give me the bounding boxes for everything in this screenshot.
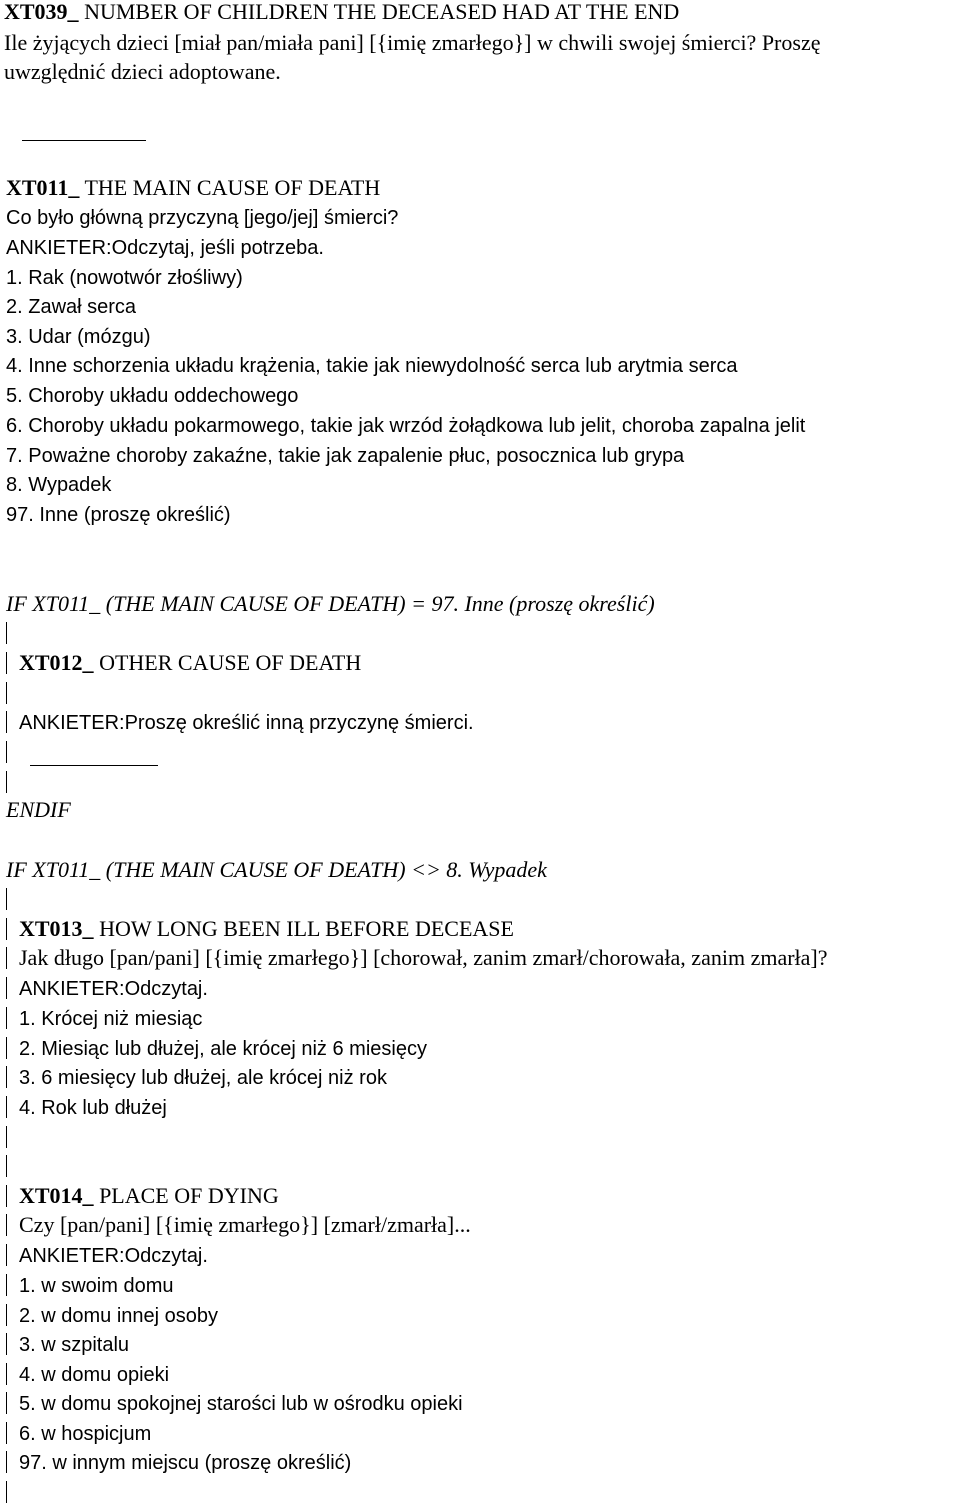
routing-bar xyxy=(6,1185,7,1207)
routing-bar-row xyxy=(6,620,19,646)
routing-bar xyxy=(6,1126,7,1148)
routing-bar xyxy=(6,1481,7,1503)
xt012-code: XT012_ xyxy=(19,650,94,675)
xt011-option: 8. Wypadek xyxy=(6,474,112,496)
xt012-title: OTHER CAUSE OF DEATH xyxy=(99,650,362,675)
xt011-question: Co było główną przyczyną [jego/jej] śmierci? xyxy=(6,207,399,229)
xt014-option: 3. w szpitalu xyxy=(19,1334,130,1356)
routing-bar-row xyxy=(6,1153,19,1179)
xt013-option: 3. 6 miesięcy lub dłużej, ale krócej niż rok xyxy=(19,1067,387,1089)
routing-bar xyxy=(6,888,7,910)
routing-bar xyxy=(6,1096,7,1118)
xt014-option: 5. w domu spokojnej starości lub w ośrodku opieki xyxy=(19,1393,463,1415)
routing-bar xyxy=(6,1244,7,1266)
xt014-option: 1. w swoim domu xyxy=(19,1275,174,1297)
xt011-option: 5. Choroby układu oddechowego xyxy=(6,385,299,407)
xt011-option: 3. Udar (mózgu) xyxy=(6,326,151,348)
xt013-instruction: ANKIETER:Odczytaj. xyxy=(19,978,208,1000)
xt014-option-row xyxy=(6,1331,129,1358)
routing-bar xyxy=(6,918,7,940)
routing-bar xyxy=(6,1214,7,1236)
routing-bar-row xyxy=(6,886,19,912)
xt014-title: PLACE OF DYING xyxy=(99,1183,279,1208)
xt014-option-row xyxy=(6,1272,174,1299)
xt013-header xyxy=(6,916,514,942)
xt039-header xyxy=(4,0,679,25)
xt011-option: 4. Inne schorzenia układu krążenia, takie jak niewydolność serca lub arytmia serca xyxy=(6,355,738,377)
xt014-option-row xyxy=(6,1420,151,1447)
routing-bar xyxy=(6,1304,7,1326)
xt013-instruction-row xyxy=(6,975,208,1002)
xt012-instruction: ANKIETER:Proszę określić inną przyczynę śmierci. xyxy=(19,712,474,734)
routing-bar xyxy=(6,682,7,704)
xt014-option-row xyxy=(6,1449,351,1476)
xt014-code: XT014_ xyxy=(19,1183,94,1208)
xt011-option: 7. Poważne choroby zakaźne, takie jak zapalenie płuc, posocznica lub grypa xyxy=(6,445,685,467)
routing-bar xyxy=(6,771,7,793)
routing-bar xyxy=(6,1155,7,1177)
xt014-header xyxy=(6,1183,279,1209)
xt013-option: 4. Rok lub dłużej xyxy=(19,1097,167,1119)
xt013-question: Jak długo [pan/pani] [{imię zmarłego}] [chorował, zanim zmarł/chorowała, zanim zmarła]? xyxy=(19,945,828,970)
routing-bar xyxy=(6,652,7,674)
routing-bar xyxy=(6,711,7,733)
xt012-header xyxy=(6,650,361,676)
xt013-option-row xyxy=(6,1094,167,1121)
xt014-option: 2. w domu innej osoby xyxy=(19,1305,219,1327)
routing-bar xyxy=(6,1007,7,1029)
xt014-instruction: ANKIETER:Odczytaj. xyxy=(19,1245,208,1267)
routing-bar-row xyxy=(6,1479,19,1505)
routing-bar-row xyxy=(6,680,19,706)
xt013-code: XT013_ xyxy=(19,916,94,941)
xt039-answer-blank xyxy=(22,140,146,141)
routing-bar xyxy=(6,1274,7,1296)
xt014-option-row xyxy=(6,1302,218,1329)
xt014-option: 4. w domu opieki xyxy=(19,1364,170,1386)
xt013-option-row xyxy=(6,1005,202,1032)
xt013-title: HOW LONG BEEN ILL BEFORE DECEASE xyxy=(99,916,514,941)
routing-bar-row xyxy=(6,739,19,765)
routing-bar xyxy=(6,1422,7,1444)
xt011-instruction: ANKIETER:Odczytaj, jeśli potrzeba. xyxy=(6,237,324,259)
xt012-instruction-row xyxy=(6,709,474,736)
xt014-question-row xyxy=(6,1212,471,1238)
xt014-option-row xyxy=(6,1390,463,1417)
xt039-code: XT039_ xyxy=(4,0,79,24)
routing-bar xyxy=(6,1333,7,1355)
condition-endif: ENDIF xyxy=(6,797,71,822)
routing-bar xyxy=(6,741,7,763)
xt039-title: NUMBER OF CHILDREN THE DECEASED HAD AT THE END xyxy=(84,0,680,24)
xt014-question: Czy [pan/pani] [{imię zmarłego}] [zmarł/zmarła]... xyxy=(19,1212,471,1237)
xt011-header xyxy=(6,175,380,201)
routing-bar xyxy=(6,1066,7,1088)
xt013-option-row xyxy=(6,1035,427,1062)
xt011-title: THE MAIN CAUSE OF DEATH xyxy=(84,175,381,200)
xt039-question-line2: uwzględnić dzieci adoptowane. xyxy=(4,59,281,84)
condition-if-97: IF XT011_ (THE MAIN CAUSE OF DEATH) = 97. Inne (proszę określić) xyxy=(6,591,655,616)
xt011-code: XT011_ xyxy=(6,175,80,200)
xt014-option: 97. w innym miejscu (proszę określić) xyxy=(19,1452,352,1474)
xt011-option: 6. Choroby układu pokarmowego, takie jak wrzód żołądkowa lub jelit, choroba zapalna jelit xyxy=(6,415,806,437)
xt013-question-row xyxy=(6,945,828,971)
condition-if-not-8: IF XT011_ (THE MAIN CAUSE OF DEATH) <> 8. Wypadek xyxy=(6,857,547,882)
routing-bar xyxy=(6,1037,7,1059)
routing-bar xyxy=(6,947,7,969)
routing-bar xyxy=(6,622,7,644)
xt011-option: 97. Inne (proszę określić) xyxy=(6,504,231,526)
xt014-instruction-row xyxy=(6,1242,208,1269)
routing-bar xyxy=(6,1392,7,1414)
xt013-option: 1. Krócej niż miesiąc xyxy=(19,1008,203,1030)
routing-bar xyxy=(6,1363,7,1385)
routing-bar-row xyxy=(6,769,19,795)
xt039-question-line1: Ile żyjących dzieci [miał pan/miała pani] [{imię zmarłego}] w chwili swojej śmierci? Proszę xyxy=(4,30,821,55)
xt014-option-row xyxy=(6,1361,169,1388)
xt012-answer-blank xyxy=(30,765,158,766)
routing-bar xyxy=(6,977,7,999)
xt011-option: 1. Rak (nowotwór złośliwy) xyxy=(6,267,243,289)
xt013-option-row xyxy=(6,1064,387,1091)
routing-bar-row xyxy=(6,1124,19,1150)
routing-bar xyxy=(6,1451,7,1473)
xt013-option: 2. Miesiąc lub dłużej, ale krócej niż 6 miesięcy xyxy=(19,1038,427,1060)
xt011-option: 2. Zawał serca xyxy=(6,296,137,318)
xt014-option: 6. w hospicjum xyxy=(19,1423,152,1445)
